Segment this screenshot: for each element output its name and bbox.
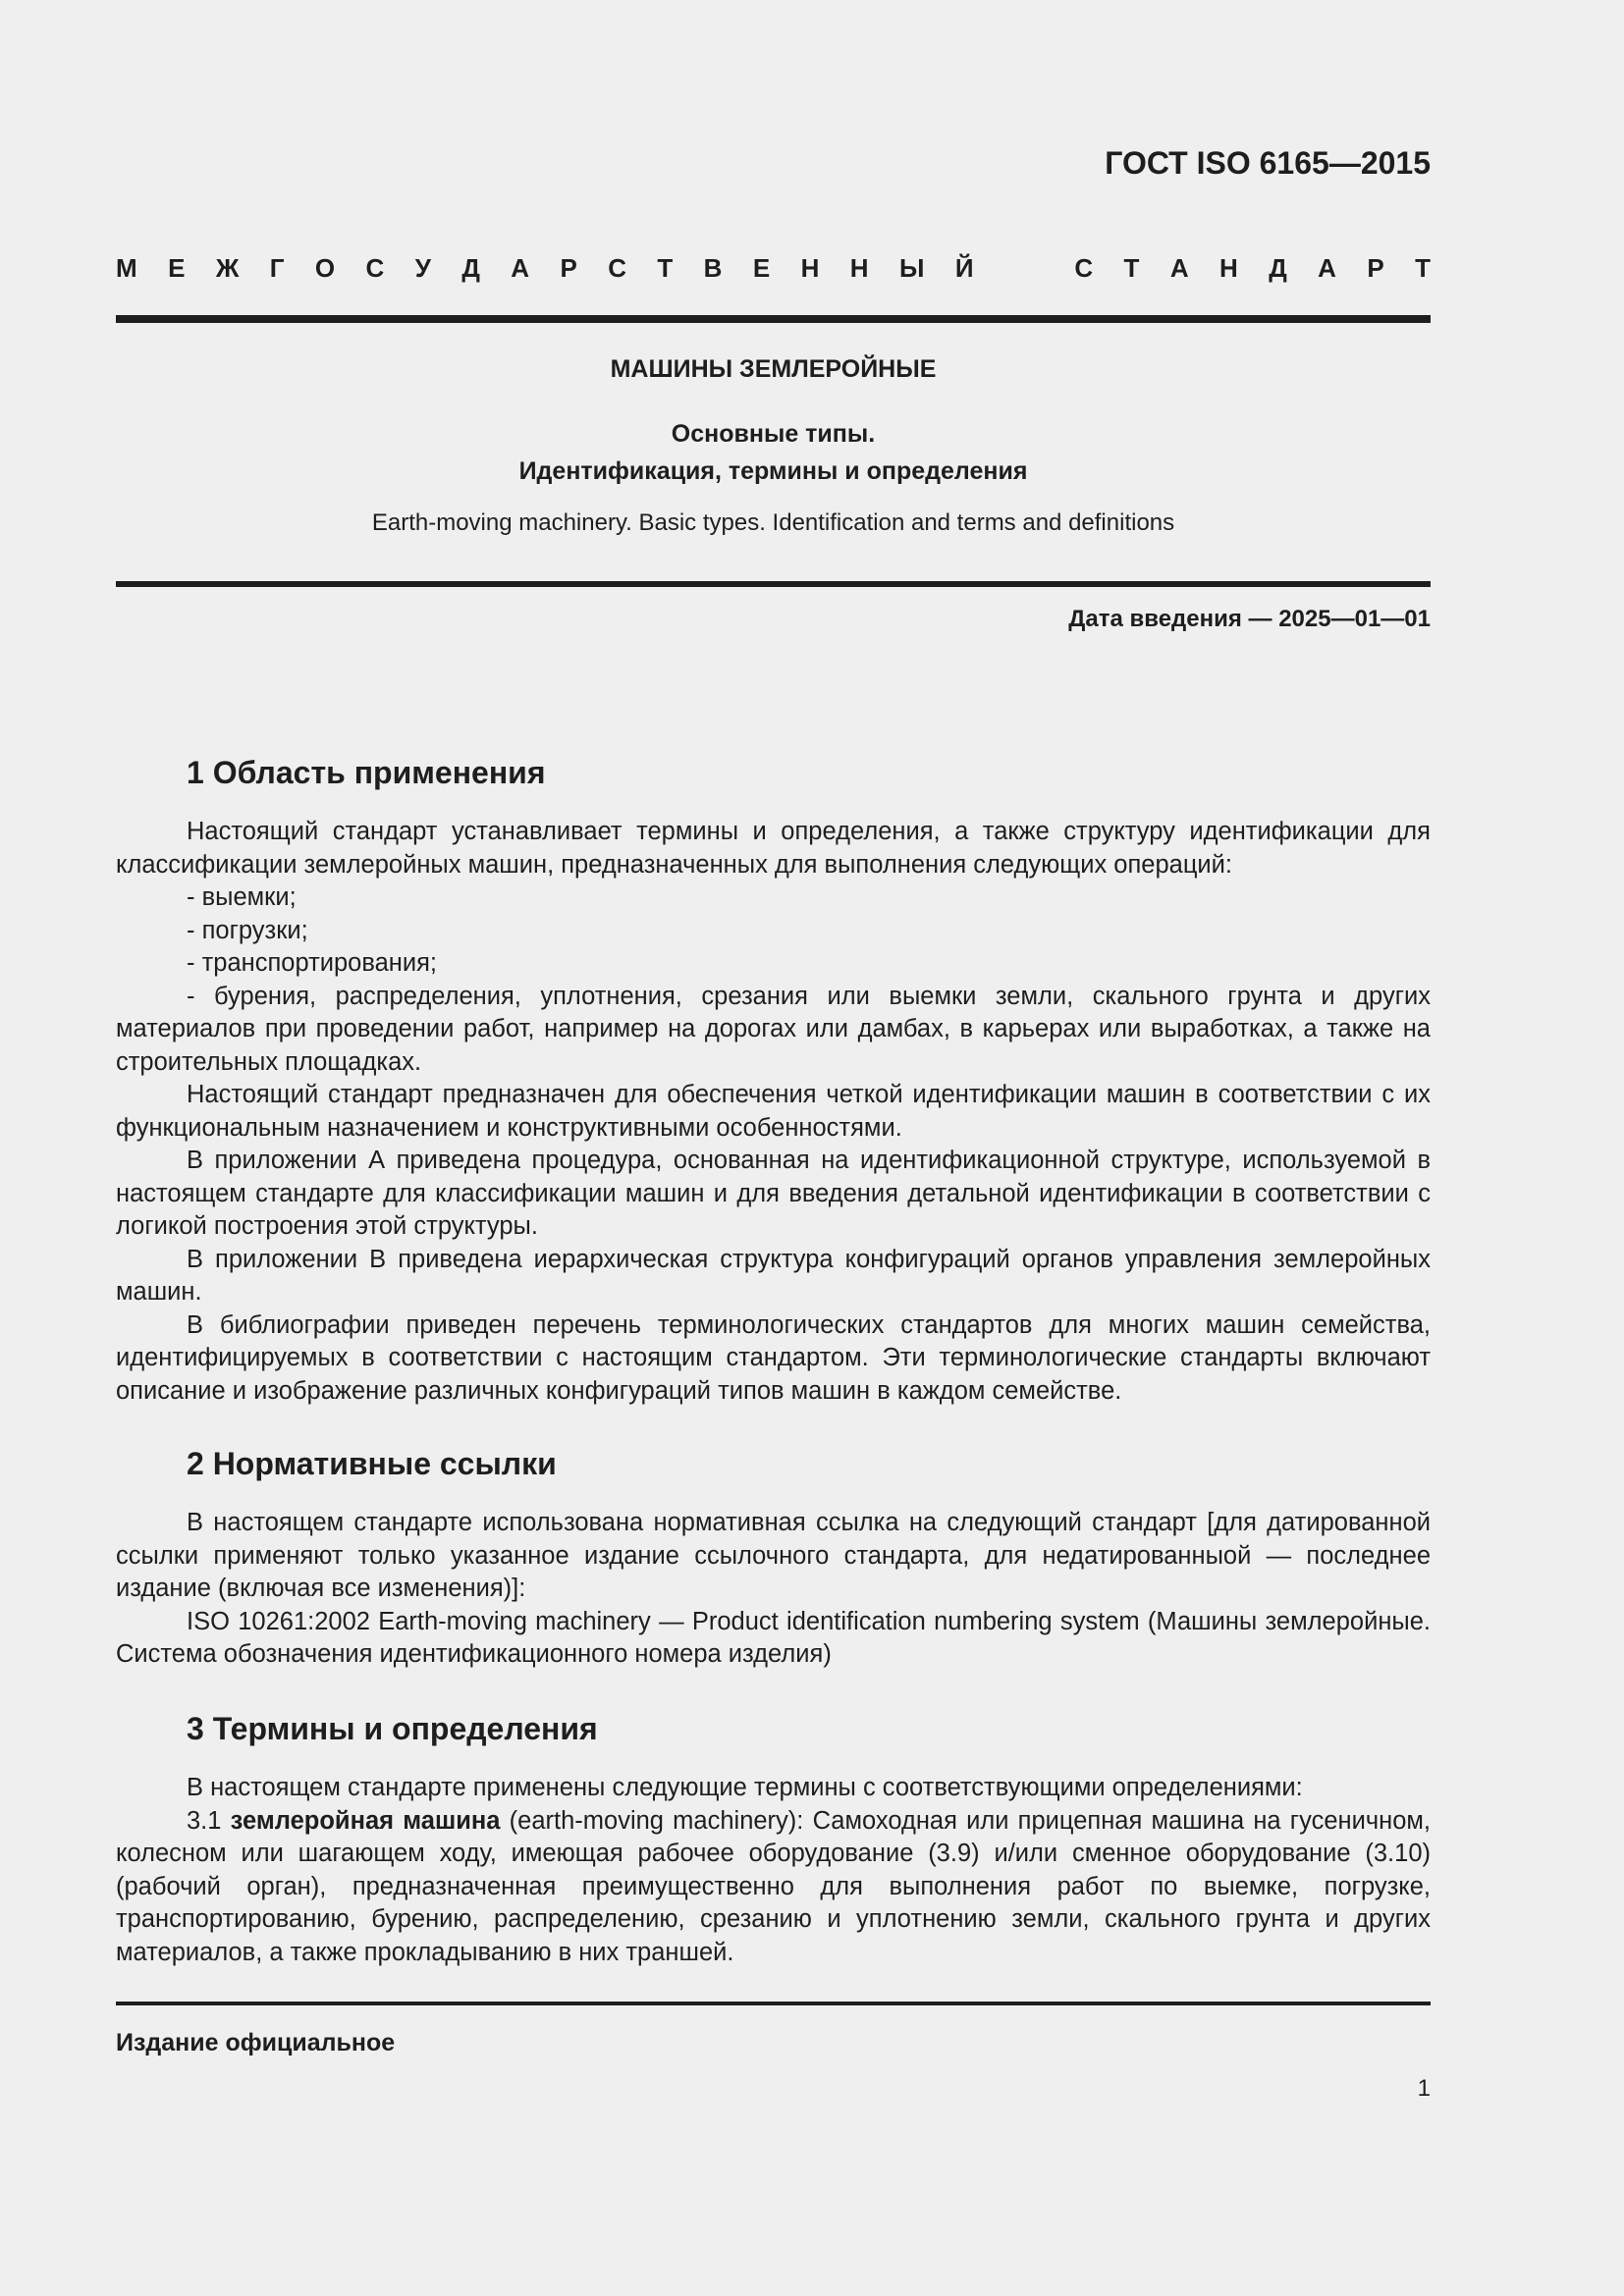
paragraph: В настоящем стандарте применены следующие термины с соответствующими определениями:: [187, 1774, 1303, 1801]
paragraph: В приложении В приведена иерархическая структура конфигураций органов управления землеройных машин.: [116, 1245, 1431, 1306]
interstate-letter: Р: [560, 253, 577, 283]
effective-date: Дата введения — 2025—01—01: [1068, 606, 1431, 632]
section-2-body: [116, 1507, 1431, 1672]
interstate-letter: Г: [269, 253, 285, 283]
word-gap: [1004, 253, 1044, 284]
interstate-letter: Р: [1367, 253, 1384, 283]
list-item: - транспортирования;: [187, 949, 438, 977]
interstate-letter: Т: [1123, 253, 1140, 283]
paragraph: Настоящий стандарт предназначен для обеспечения четкой идентификации машин в соответствии с их функциональным назначением и конструктивными особенностями.: [116, 1081, 1431, 1142]
interstate-letter: Н: [1219, 253, 1238, 283]
interstate-letter: Д: [461, 253, 480, 283]
interstate-standard-label: [116, 253, 1431, 284]
paragraph: В приложении А приведена процедура, основанная на идентификационной структуре, используемой в настоящем стандарте для классификации машин и для введения детальной идентификации в соответствии с логикой построения этой структуры.: [116, 1147, 1431, 1240]
section-3-body: [116, 1772, 1431, 1969]
document-title: МАШИНЫ ЗЕМЛЕРОЙНЫЕ: [610, 355, 937, 383]
interstate-letter: Е: [168, 253, 186, 283]
interstate-letter: А: [1169, 253, 1189, 283]
document-code: ГОСТ ISO 6165—2015: [1105, 145, 1431, 181]
interstate-letter: Е: [752, 253, 771, 283]
paragraph: ISO 10261:2002 Earth-moving machinery — Product identification numbering system (Машины землеройные. Система обозначения идентификационного номера изделия): [116, 1607, 1431, 1668]
page-number: 1: [1417, 2075, 1431, 2102]
interstate-letter: С: [608, 253, 626, 283]
paragraph: Настоящий стандарт устанавливает термины и определения, а также структуру идентификации для классификации землеройных машин, предназначенных для выполнения следующих операций:: [116, 818, 1431, 879]
document-subtitle: [116, 415, 1431, 490]
interstate-letter: М: [116, 253, 137, 283]
interstate-letter: Т: [1415, 253, 1431, 283]
interstate-letter: Й: [954, 253, 974, 283]
subtitle-line-1: Основные типы.: [671, 420, 876, 448]
official-edition-label: Издание официальное: [116, 2029, 396, 2056]
term-name: землеройная машина: [230, 1806, 501, 1835]
interstate-letter: В: [703, 253, 723, 283]
english-title: Earth-moving machinery. Basic types. Identification and terms and definitions: [371, 509, 1175, 536]
interstate-letter: У: [414, 253, 431, 283]
interstate-letter: Ы: [898, 253, 925, 283]
interstate-letter: Н: [800, 253, 820, 283]
paragraph: В настоящем стандарте использована нормативная ссылка на следующий стандарт [для датированной ссылки применяют только указанное издание ссылочного стандарта, для недатированныой — последнее издание (включая все изменения)]:: [116, 1509, 1431, 1602]
header-rule: [116, 315, 1431, 323]
term-definition-text: (earth-moving machinery): Самоходная или прицепная машина на гусеничном, колесном или шагающем ходу, имеющая рабочее оборудование (3.9) и/или сменное оборудование (3.10) (рабочий орган), предназначенная преимущественно для выполнения работ по выемке, погрузке, транспортированию, бурению, распределению, срезанию и уплотнению земли, скального грунта и других материалов, а также прокладыванию в них траншей.: [116, 1806, 1431, 1966]
interstate-letter: Н: [849, 253, 869, 283]
section-1-body: [116, 816, 1431, 1408]
section-3-heading: 3 Термины и определения: [187, 1711, 598, 1746]
interstate-letter: А: [511, 253, 530, 283]
list-item: - бурения, распределения, уплотнения, срезания или выемки земли, скального грунта и других материалов при проведении работ, например на дорогах или дамбах, в карьерах или выработках, а также на строительных площадках.: [116, 982, 1431, 1076]
section-1-heading: 1 Область применения: [187, 755, 546, 790]
interstate-letter: С: [365, 253, 385, 283]
paragraph: В библиографии приведен перечень терминологических стандартов для многих машин семейства, идентифицируемых в соответствии с настоящим стандартом. Эти терминологические стандарты включают описание и изображение различных конфигураций типов машин в каждом семействе.: [116, 1310, 1431, 1405]
interstate-letter: Д: [1269, 253, 1287, 283]
interstate-letter: С: [1074, 253, 1094, 283]
subtitle-line-2: Идентификация, термины и определения: [518, 457, 1028, 485]
interstate-letter: Ж: [215, 253, 240, 283]
term-number: 3.1: [187, 1806, 222, 1835]
footer-rule: [116, 2002, 1431, 2005]
list-item: - выемки;: [187, 883, 297, 911]
title-rule: [116, 581, 1431, 587]
term-definition: [116, 1805, 1431, 1970]
section-2-heading: 2 Нормативные ссылки: [187, 1446, 557, 1481]
interstate-letter: О: [314, 253, 336, 283]
list-item: - погрузки;: [187, 916, 308, 944]
interstate-letter: А: [1318, 253, 1336, 283]
interstate-letter: Т: [657, 253, 674, 283]
